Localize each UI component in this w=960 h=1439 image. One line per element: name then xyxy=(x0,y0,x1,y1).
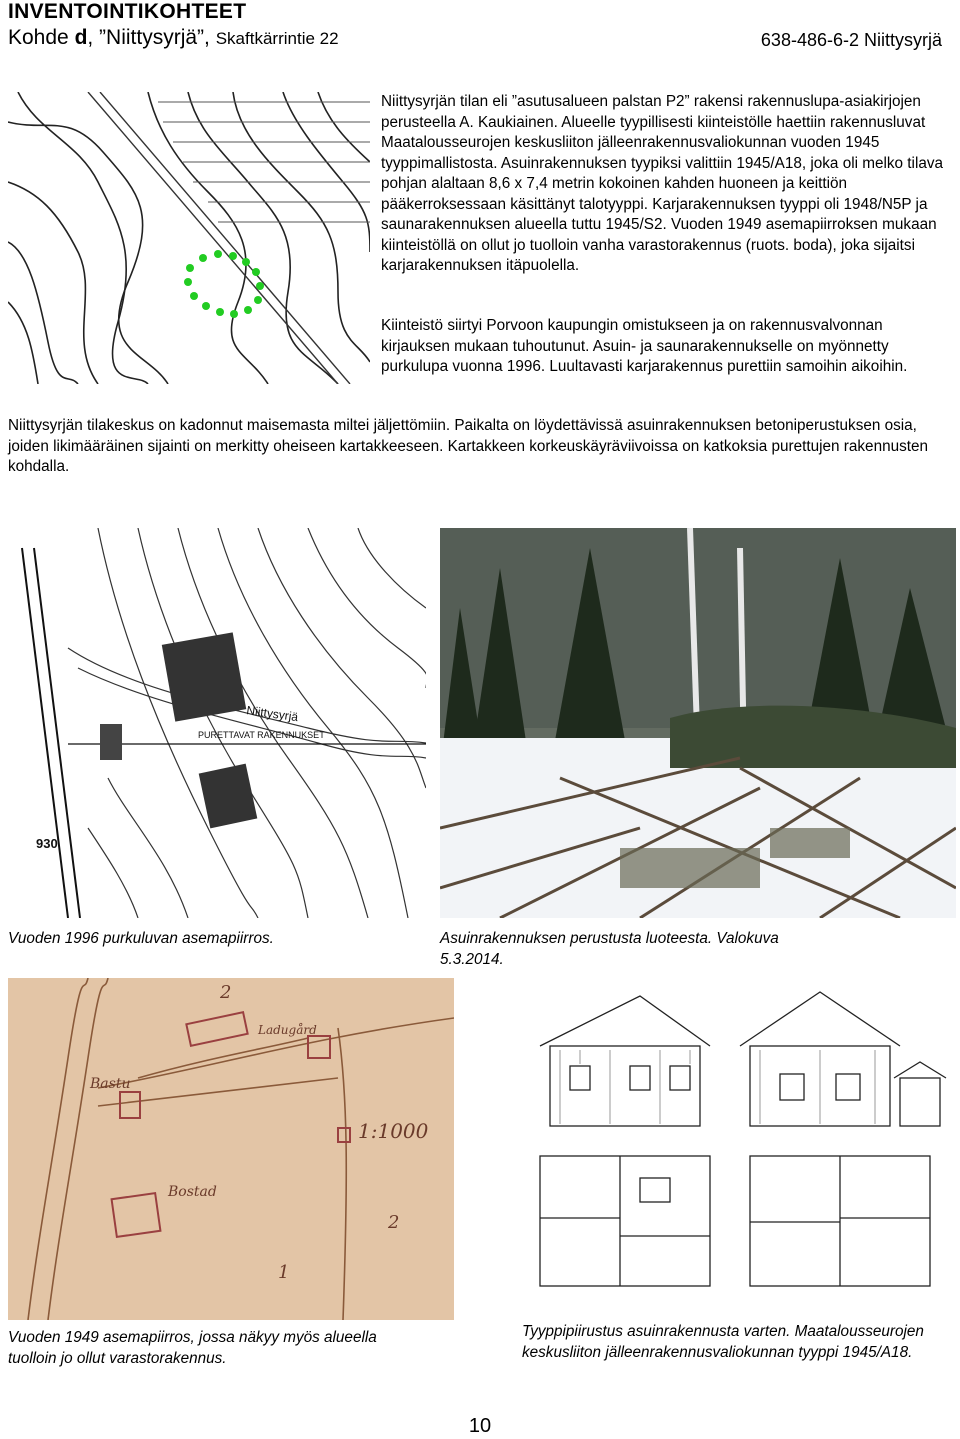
svg-text:2: 2 xyxy=(388,1212,400,1233)
map-label-scale: 1:1000 xyxy=(358,1119,429,1143)
foundation-photo xyxy=(440,528,956,918)
site-status-paragraph: Niittysyrjän tilakeskus on kadonnut maisemasta miltei jäljettömiin. Paikalta on löydettävissä asuinrakennuksen betoniperustuksen osia, joiden likimääräinen sijainti on merkitty oheiseen kartakkeeseen. Kartakkeen korkeuskäyräviivoissa on katkoksia purettujen rakennusten kohdalla. xyxy=(8,417,929,475)
caption-site-plan-1996: Vuoden 1996 purkuluvan asemapiirros. xyxy=(8,930,274,947)
site-plan-1996-image xyxy=(8,528,426,918)
kohde-name: , ”Niittysyrjä”, xyxy=(87,26,216,49)
map-label-purettavat: PURETTAVAT RAKENNUKSET xyxy=(198,730,325,740)
kohde-prefix: Kohde xyxy=(8,26,75,49)
caption-site-plan-1949: Vuoden 1949 asemapiirros, jossa näkyy myös alueella tuolloin jo ollut varastorakennus. xyxy=(8,1329,377,1367)
caption-foundation-photo: Asuinrakennuksen perustusta luoteesta. Valokuva 5.3.2014. xyxy=(440,930,779,968)
document-title: INVENTOINTIKOHTEET xyxy=(8,0,247,23)
ownership-paragraph: Kiinteistö siirtyi Porvoon kaupungin omistukseen ja on rakennusvalvonnan kirjauksen mukaan tuhoutunut. Asuin- ja saunarakennukselle on myönnetty purkulupa vuonna 1996. Luultavasti karjarakennus purettiin samoihin aikoihin. xyxy=(381,317,908,375)
svg-text:Bastu: Bastu xyxy=(90,1076,131,1092)
contour-map-image xyxy=(8,92,370,384)
property-id: 638-486-6-2 Niittysyrjä xyxy=(760,30,942,50)
svg-text:2: 2 xyxy=(220,982,232,1003)
type-drawing-image xyxy=(520,978,956,1310)
svg-text:1: 1 xyxy=(278,1262,290,1283)
map-label-930: 930 xyxy=(36,836,58,851)
site-plan-1949-image xyxy=(8,978,454,1320)
kohde-address: Skaftkärrintie 22 xyxy=(215,29,339,48)
svg-text:Bostad: Bostad xyxy=(168,1184,217,1200)
site-heading xyxy=(8,26,339,50)
svg-text:Ladugård: Ladugård xyxy=(258,1023,317,1037)
kohde-letter: d xyxy=(74,26,88,49)
intro-paragraph: Niittysyrjän tilan eli ”asutusalueen palstan P2” rakensi rakennuslupa-asiakirjojen perusteella A. Kaukiainen. Alueelle tyypillisesti kiinteistölle haettiin rakennusluvat Maatalousseurojen keskusliiton jälleenrakennusvaliokunnan vuoden 1945 tyyppimallistosta. Asuinrakennuksen tyypiksi valittiin 1945/A18, joka oli melko tilava pohjan alaltaan 8,6 x 7,4 metrin kokoinen kahden huoneen ja keittiön pääkerroksessaan käsittänyt talotyyppi. Karjarakennuksen tyyppi oli 1948/N5P ja saunarakennuksen alueella tuttu 1945/S2. Vuoden 1949 asemapiirroksen mukaan kiinteistöllä on ollut jo tuolloin vanha varastorakennus (ruots. boda), joka sijaitsi karjarakennuksen itäpuolella. xyxy=(381,93,944,274)
page-number: 10 xyxy=(468,1415,492,1437)
map-label-niittysyrja: Niittysyrjä xyxy=(245,703,300,725)
caption-type-drawing: Tyyppipiirustus asuinrakennusta varten. Maatalousseurojen keskusliiton jälleenrakennusvaliokunnan tyyppi 1945/A18. xyxy=(522,1323,924,1361)
